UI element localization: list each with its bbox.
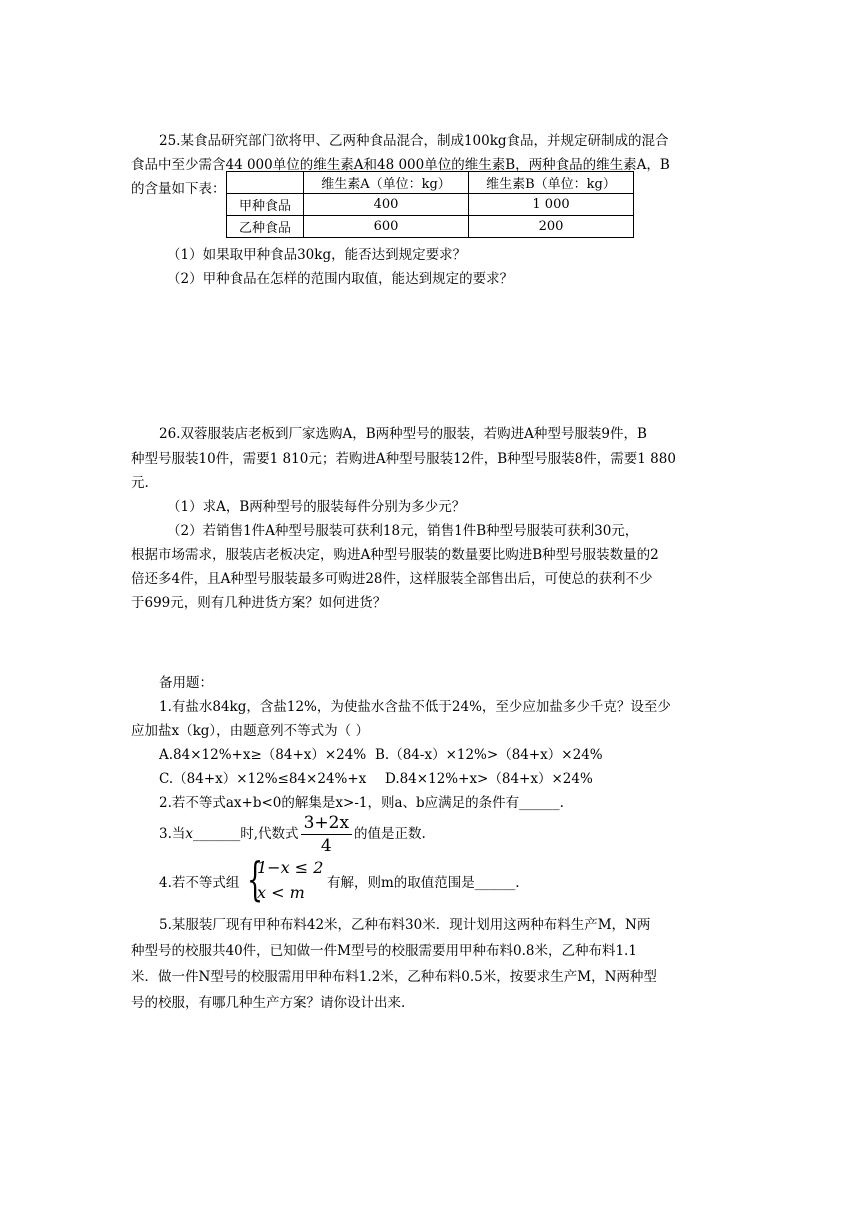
backup-p5-line-1: 5.某服装厂现有甲种布料42米，乙种布料30米．现计划用这两种布料生产M，N两 — [159, 917, 651, 933]
q25-sub-1: （1）如果取甲种食品30kg，能否达到规定要求？ — [167, 247, 467, 263]
table-cell: 乙种食品 — [227, 216, 304, 238]
option-a: A.84×12%+x≥（84+x）×24% — [159, 747, 367, 763]
backup-p4 — [159, 852, 719, 906]
system-brace: { — [247, 852, 264, 906]
backup-p1-line-1: 1.有盐水84kg，含盐12%，为使盐水含盐不低于24%，至少应加盐多少千克？设至少 — [159, 699, 671, 715]
system-row-2: x < m — [257, 883, 305, 902]
backup-p1-line-2: 应加盐x（kg），由题意列不等式为（ ） — [131, 723, 369, 739]
p3-variable: x — [185, 826, 194, 842]
fraction-denominator: 4 — [320, 836, 332, 856]
q25-line-2: 食品中至少需含44 000单位的维生素A和48 000单位的维生素B，两种食品的维生素A，B — [131, 157, 670, 173]
backup-title: 备用题： — [159, 675, 213, 691]
option-b: B.（84-x）×12%>（84+x）×24% — [375, 747, 603, 763]
q26-sub-1: （1）求A，B两种型号的服装每件分别为多少元？ — [167, 499, 466, 515]
backup-p5-line-4: 号的校服，有哪几种生产方案？请你设计出来. — [131, 995, 406, 1011]
q25-line-1: 25.某食品研究部门欲将甲、乙两种食品混合，制成100kg食品，并规定研制成的混合 — [159, 133, 669, 149]
table-cell: 600 — [304, 216, 469, 238]
table-cell: 200 — [469, 216, 634, 238]
fraction-numerator: 3+2x — [301, 812, 352, 835]
p4-prefix: 4.若不等式组 — [159, 875, 240, 891]
table-header-row — [227, 172, 634, 194]
p3-middle: _______时,代数式 — [193, 826, 299, 842]
q26-sub-2-line-4: 于699元，则有几种进货方案？如何进货？ — [131, 595, 387, 611]
system-row-1: 1−x ≤ 2 — [257, 858, 324, 877]
table-row — [227, 194, 634, 216]
p3-suffix: 的值是正数. — [354, 826, 426, 842]
table-cell: 甲种食品 — [227, 194, 304, 216]
table-cell: 1 000 — [469, 194, 634, 216]
q25-sub-2: （2）甲种食品在怎样的范围内取值，能达到规定的要求？ — [167, 271, 514, 287]
q26-sub-2-line-1: （2）若销售1件A种型号服装可获利18元，销售1件B种型号服装可获利30元， — [167, 523, 639, 539]
table-row — [227, 216, 634, 238]
backup-p5-line-3: 米．做一件N型号的校服需用甲种布料1.2米，乙种布料0.5米，按要求生产M，N两种型 — [131, 969, 657, 985]
p3-fraction — [301, 812, 352, 857]
table-cell: 400 — [304, 194, 469, 216]
backup-p5-line-2: 种型号的校服共40件，已知做一件M型号的校服需要用甲种布料0.8米，乙种布料1.1 — [131, 943, 637, 959]
p4-suffix: 有解，则m的取值范围是______. — [327, 875, 520, 891]
table-header-cell: 维生素B（单位：kg） — [469, 172, 634, 194]
q26-line-2: 种型号服装10件，需要1 810元；若购进A种型号服装12件，B种型号服装8件，需要1 880 — [131, 451, 676, 467]
option-c: C.（84+x）×12%≤84×24%+x — [159, 771, 367, 787]
q26-line-1: 26.双蓉服装店老板到厂家选购A，B两种型号的服装，若购进A种型号服装9件，B — [159, 426, 647, 442]
q26-sub-2-line-2: 根据市场需求，服装店老板决定，购进A种型号服装的数量要比购进B种型号服装数量的2 — [131, 547, 659, 563]
option-d: D.84×12%+x>（84+x）×24% — [385, 771, 593, 787]
table-header-cell: 维生素A（单位：kg） — [304, 172, 469, 194]
q25-line-3: 的含量如下表： — [131, 181, 226, 197]
p3-prefix: 3.当 — [159, 826, 186, 842]
table-header-cell — [227, 172, 304, 194]
q26-line-3: 元. — [131, 475, 149, 491]
q26-sub-2-line-3: 倍还多4件，且A种型号服装最多可购进28件，这样服装全部售出后，可使总的获利不少 — [131, 571, 653, 587]
backup-p2: 2.若不等式ax+b<0的解集是x>-1，则a、b应满足的条件有______. — [159, 795, 564, 811]
vitamin-table — [226, 171, 634, 238]
